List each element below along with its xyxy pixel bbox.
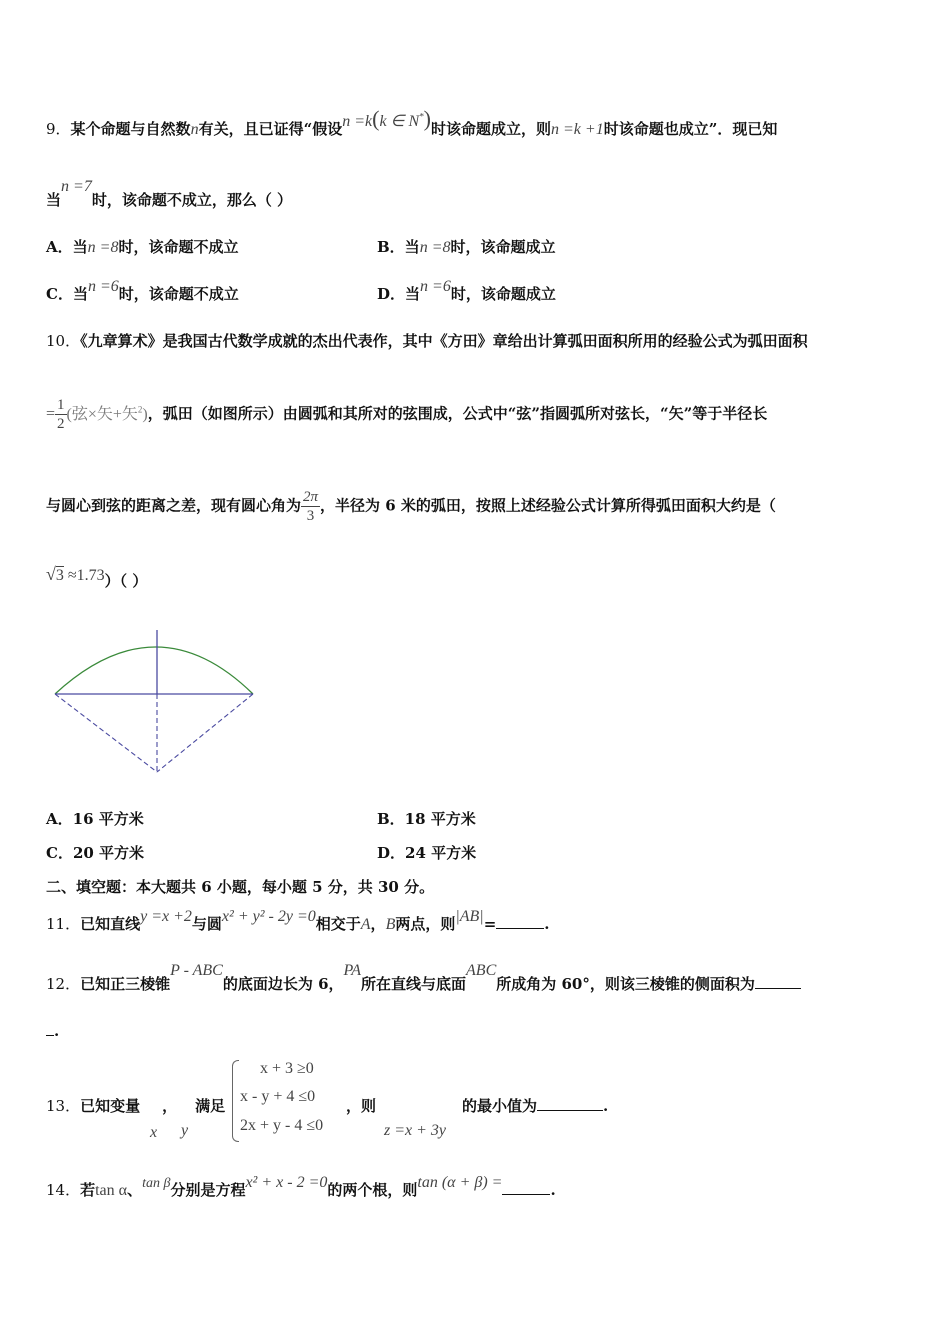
var-x: x — [150, 1124, 158, 1141]
sqrt-approx: √3 ≈1.73 — [46, 564, 105, 584]
radius-right-dashed — [157, 694, 253, 772]
constraint-1: x + 3 ≥0 — [260, 1060, 314, 1077]
q14-line: 14．若tan α、tan β分别是方程x² + x - 2 =0的两个根，则tan (α + β) = . — [46, 1174, 556, 1199]
radius-left-dashed — [55, 694, 157, 772]
q14-number: 14． — [46, 1181, 81, 1199]
objective-z: z =x + 3y — [384, 1122, 447, 1139]
q12-answer-blank-cont[interactable] — [46, 1035, 54, 1036]
q10-number: 10． — [46, 332, 81, 350]
q10-line2: = $\frac{1}{2}$ (弦×矢+矢$^2$)，弧田（如图所示）由圆弧和其所对的弦围成，公式中“弦”指圆弧所对弦长，“矢”等于半径长 — [46, 397, 768, 432]
q10-option-c[interactable]: C．20 平方米 — [46, 844, 145, 862]
q13-line-c: 的最小值为 . — [462, 1097, 609, 1115]
half-fraction: $\frac{1}{2}$ — [57, 397, 65, 432]
q10-line3: 与圆心到弦的距离之差，现有圆心角为 $\frac{2\pi}{3}$ ，半径为 6 米的弧田，按照上述经验公式计算所得弧田面积大约是（ — [46, 489, 776, 524]
q12-line: 12．已知正三棱锥P - ABC的底面边长为 6，PA所在直线与底面ABC所成角为 60°，则该三棱锥的侧面积为 — [46, 973, 801, 994]
q11-number: 11． — [46, 915, 81, 933]
q11-answer-blank[interactable] — [496, 928, 544, 929]
q10-option-d[interactable]: D．24 平方米 — [377, 844, 477, 862]
q12-number: 12． — [46, 975, 81, 993]
q9-assumption: n =k(k ∈ N*) — [342, 106, 431, 131]
q12-answer-blank[interactable] — [755, 988, 801, 989]
q11-line: 11．已知直线y =x +2与圆x² + y² - 2y =0相交于A，B两点，则|AB|= . — [46, 908, 550, 933]
q13-line-b: ，则 — [346, 1097, 377, 1115]
q10-option-b[interactable]: B．18 平方米 — [377, 810, 476, 828]
q9-option-d[interactable]: D．当n =6时，该命题成立 — [377, 278, 556, 303]
central-angle-fraction: $\frac{2\pi}{3}$ — [303, 489, 319, 524]
q13-answer-blank[interactable] — [537, 1110, 603, 1111]
q13-line: 13．已知变量 ， 满足 — [46, 1097, 226, 1115]
arc-curve — [55, 647, 253, 694]
var-y: y — [181, 1122, 189, 1139]
q10-line4: √3 ≈1.73）（ ） — [46, 564, 148, 590]
q9-option-b[interactable]: B．当n =8时，该命题成立 — [377, 238, 556, 256]
constraint-2: x - y + 4 ≤0 — [240, 1088, 316, 1105]
system-brace — [232, 1060, 239, 1142]
constraint-3: 2x + y - 4 ≤0 — [240, 1117, 324, 1134]
q13-number: 13． — [46, 1097, 81, 1115]
q9-option-a[interactable]: A．当n =8时，该命题不成立 — [46, 238, 239, 256]
section2-heading: 二、填空题：本大题共 6 小题，每小题 5 分，共 30 分。 — [46, 878, 435, 896]
q10-option-a[interactable]: A．16 平方米 — [46, 810, 144, 828]
q12-line2: . — [46, 1022, 59, 1040]
q10-line1: 10．《九章算术》是我国古代数学成就的杰出代表作，其中《方田》章给出计算弧田面积所用的经验公式为弧田面积 — [46, 332, 808, 350]
constraint-system — [232, 1060, 352, 1142]
q9-line2: 当n =7时，该命题不成立，那么（ ） — [46, 178, 293, 209]
arc-field-diagram — [46, 620, 266, 780]
q14-answer-blank[interactable] — [502, 1194, 550, 1195]
arc-area-formula: (弦×矢+矢$^2$) — [66, 404, 148, 423]
q9-number: 9． — [46, 120, 71, 138]
q9-line1: 9．某个命题与自然数n有关，且已证得“假设n =k(k ∈ N*)时该命题成立，则n =k +1时该命题也成立”．现已知 — [46, 106, 778, 138]
q9-option-c[interactable]: C．当n =6时，该命题不成立 — [46, 278, 239, 303]
